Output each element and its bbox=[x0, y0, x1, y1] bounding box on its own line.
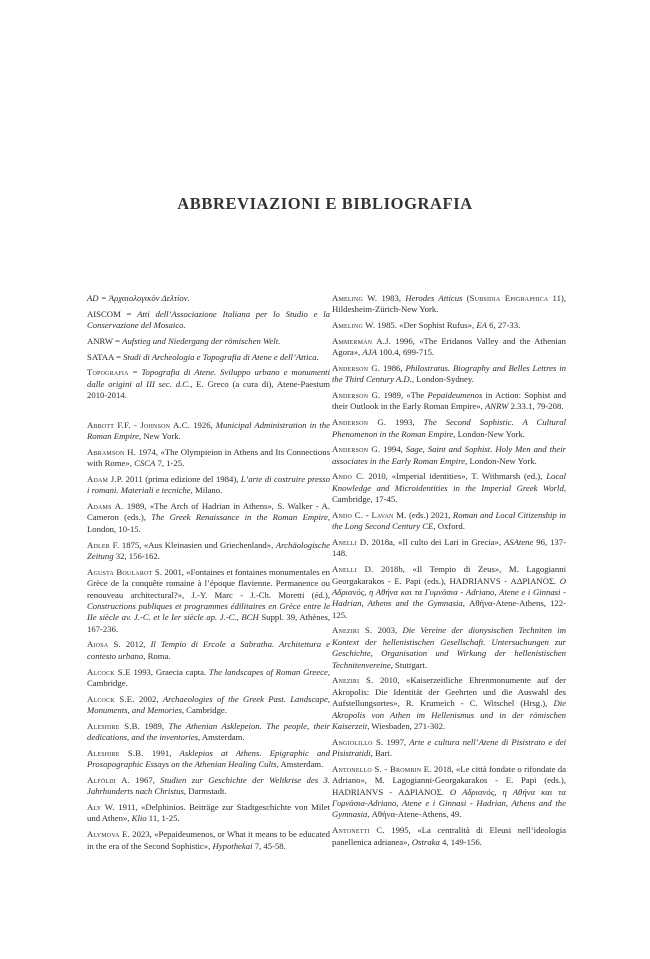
title-text: Sage, Saint and Sophist. Holy Men and their associates in the Early Roman Empire bbox=[332, 444, 567, 466]
entry-text: AISCOM = bbox=[87, 308, 138, 319]
bibliography-entry bbox=[87, 694, 330, 717]
author-name: Ameling W. bbox=[332, 293, 378, 303]
title-text: ASAtene bbox=[503, 536, 534, 547]
author-name: Angiolillo S. bbox=[332, 736, 384, 747]
entry-text: 2002, bbox=[134, 693, 163, 704]
author-name: Anderson G. bbox=[332, 362, 381, 373]
entry-text: 1989, «The bbox=[380, 390, 428, 401]
author-name: Adams A. bbox=[87, 501, 124, 512]
title-text: Aufstieg und Niedergang der römischen Welt. bbox=[122, 335, 281, 346]
title-text: Asklepios at Athens. Epigraphic and Prosopographic Essays on the Athenian Healing Cults bbox=[87, 747, 330, 770]
author-name: Antonetti C. bbox=[332, 825, 385, 836]
bibliography-entry bbox=[332, 471, 566, 505]
entry-text: 2010, «Kaiserzeitliche Ehrenmonumente auf der Akropolis: Die Identität der Geehrten und die Auswahl des Aufstellungsortes», R. Krumeich - C. Witschel (Hrsg.), bbox=[332, 675, 566, 709]
title-text: Die Akropolis von Athen im Hellenismus und in der römischen Kaiserzeit bbox=[332, 698, 566, 731]
author-name: Aneziri S. bbox=[332, 675, 374, 686]
entry-text: 1983, bbox=[377, 293, 406, 303]
entry-text: , London, 10-15. bbox=[87, 512, 331, 534]
bibliography-entry bbox=[87, 639, 330, 662]
entry-text: 1974, «The Olympieion in Athens and Its Connections with Rome», bbox=[87, 446, 330, 469]
title-text: Philostratus. Biography and Belles Lettres in the Third Century A.D. bbox=[332, 362, 566, 385]
entry-text: 1985. «Der Sophist Rufus», bbox=[375, 320, 477, 331]
entry-text: , Stuttgart. bbox=[390, 659, 428, 670]
entry-text: in Action: Sophist and their Outlook in the Early Roman Empire», bbox=[332, 390, 567, 412]
entry-text: , Αθήνα-Atene-Athens, 122-125. bbox=[332, 598, 566, 620]
entry-text: 11), Hildesheim-Zürich-New York. bbox=[332, 293, 566, 315]
entry-text: 1926, bbox=[190, 419, 216, 430]
author-name: Aleshire S.B. bbox=[87, 720, 140, 731]
entry-text: 2012, bbox=[120, 639, 151, 650]
author-name: Ando C. - Lavan M. bbox=[332, 509, 407, 520]
entry-text: 2001, «Fontaines et fontaines monumentales en Grèce de la conquête romaine à l’époque flavienne. Permanence ou renouveau architectural?», J.-Y. Marc - J.-Ch. Moretti (éd.), bbox=[87, 566, 331, 600]
entry-text: 7, 1-25. bbox=[155, 458, 185, 469]
bibliography-entry bbox=[332, 293, 566, 316]
author-name: Anelli D. bbox=[332, 564, 374, 575]
title-text: Local Knowledge and Microidentities in the Imperial Greek World bbox=[332, 471, 566, 493]
author-name: Alymova E. bbox=[87, 829, 131, 840]
author-name: Anderson G. bbox=[332, 390, 381, 401]
title-text: L’arte di costruire presso i romani. Materiali e tecniche bbox=[87, 473, 330, 496]
entry-text: 96, 137-148. bbox=[332, 536, 566, 559]
title-text: Ostraka bbox=[411, 836, 440, 847]
entry-text: , London-New York. bbox=[465, 455, 537, 466]
title-text: Archaeologies of the Greek Past. Landscape, Monuments, and Memories bbox=[87, 693, 331, 716]
bibliography-entry bbox=[87, 501, 330, 535]
bibliography-entry bbox=[87, 802, 330, 825]
entry-text: 1995, «La centralità di Eleusi nell’ideologia panellenica adrianea», bbox=[332, 825, 566, 847]
entry-text: 1989, bbox=[139, 720, 169, 731]
abbreviation-entry bbox=[87, 336, 330, 347]
bibliography-list-left bbox=[87, 420, 330, 852]
entry-text: , London-New York. bbox=[453, 428, 525, 439]
author-name: Antonello S. - Brombin E. bbox=[332, 763, 432, 774]
title-text: Roman and Local Citizenship in the Long Second Century CE bbox=[332, 509, 566, 532]
title-text: Hypothekai bbox=[212, 840, 253, 851]
author-name: Ammerman A.J. bbox=[332, 335, 392, 346]
author-name: Agusta Boularot S. bbox=[87, 566, 163, 577]
entry-text: 2018a, «Il culto dei Lari in Grecia», bbox=[368, 536, 504, 547]
bibliography-entry bbox=[87, 567, 330, 635]
title-text: Herodes Atticus bbox=[405, 293, 463, 303]
title-text: Die Vereine der dionysischen Techniten im Kontext der hellenistischen Gesellschaft. Untersuchungen zur Geschichte, Organisation und Wirkung der hellenistischen Technitenvereine bbox=[332, 625, 566, 670]
entry-text: , Cambridge. bbox=[87, 666, 331, 688]
page-title: ABBREVIAZIONI E BIBLIOGRAFIA bbox=[177, 194, 473, 214]
title-text: The Second Sophistic. A Cultural Phenomenon in the Roman Empire bbox=[332, 417, 566, 439]
title-text: The Athenian Asklepeion. The people, their dedications, and the inventories bbox=[87, 720, 330, 743]
entry-text: 1875, «Aus Kleinasien und Griechenland», bbox=[119, 539, 276, 550]
author-name: Abbott F.F. - Johnson A.C. bbox=[87, 419, 191, 430]
bibliography-entry bbox=[332, 320, 566, 331]
author-name: Abramson H. bbox=[87, 446, 137, 457]
entry-text: , Αθήνα-Atene-Athens, 49. bbox=[367, 809, 462, 820]
title-text: CSCA bbox=[134, 458, 156, 469]
entry-text: , Amsterdam. bbox=[276, 759, 324, 770]
bibliography-entry bbox=[332, 537, 566, 560]
entry-text: , Cambridge. bbox=[181, 705, 227, 716]
entry-text: Suppl. 39, Athènes, 167-236. bbox=[87, 612, 331, 634]
abbreviation-entry bbox=[87, 367, 330, 401]
author-name: Ameling W. bbox=[332, 320, 376, 331]
bibliography-entry bbox=[87, 667, 330, 690]
entry-text: 32, 156-162. bbox=[113, 550, 160, 561]
bibliography-entry bbox=[332, 625, 566, 671]
abbreviations-list bbox=[87, 293, 330, 401]
entry-text: , Wiesbaden, 271-302. bbox=[367, 720, 446, 731]
bibliography-entry bbox=[332, 444, 566, 467]
author-name: Aiosa S. bbox=[87, 639, 121, 650]
author-name: Adam J.P. bbox=[87, 473, 124, 484]
entry-text: , Milano. bbox=[190, 485, 223, 496]
entry-text: 100.4, 699-715. bbox=[376, 347, 435, 358]
bibliography-entry bbox=[332, 336, 566, 359]
title-text: Pepaideumenos bbox=[427, 390, 483, 401]
entry-text: , London-Sydney. bbox=[411, 374, 474, 385]
entry-text: 2023, «Pepaideumenos, or What it means to be educated in the era of the Second Sophistic», bbox=[87, 829, 331, 851]
bibliography-entry bbox=[332, 764, 566, 821]
author-name: Anelli D. bbox=[332, 536, 369, 547]
author-name: Ando C. bbox=[332, 471, 365, 482]
entry-text: 2018b, «Il Tempio di Zeus», M. Lagogianni Georgakarakos - E. Papi (eds.), HADRIANVS - ΑΔΡΙΑΝΟΣ. bbox=[332, 564, 566, 586]
title-text: Ο Αδριανός, η Αθήνα και τα Γυμνάσια - Adriano, Atene e i Ginnasi - Hadrian, Athens and the Gymnasia bbox=[332, 575, 566, 609]
entry-text: 1986, bbox=[380, 362, 406, 373]
entry-text: , bbox=[236, 612, 242, 623]
entry-text: 6, 27-33. bbox=[486, 320, 521, 331]
title-text: Archäologische Zeitung bbox=[87, 539, 330, 561]
entry-text: 2003, bbox=[372, 625, 403, 636]
title-text: BCH bbox=[241, 612, 259, 623]
entry-text: ( bbox=[462, 293, 470, 303]
entry-text: , Amsterdam. bbox=[198, 732, 245, 743]
entry-text: , Oxford. bbox=[433, 521, 465, 532]
entry-text: SATAA = bbox=[87, 351, 124, 362]
author-name: Aleshire S.B. bbox=[87, 747, 144, 758]
entry-text: , New York. bbox=[139, 431, 181, 442]
bibliography-entry bbox=[332, 363, 566, 386]
entry-text: 1989, «The Arch of Hadrian in Athens», S. Walker - A. Cameron (eds.), bbox=[87, 501, 330, 523]
entry-text: 1997, bbox=[383, 736, 410, 747]
entry-text: 1991, bbox=[143, 747, 180, 758]
author-name: Topografia bbox=[87, 367, 129, 378]
entry-text: = bbox=[128, 367, 142, 378]
right-column bbox=[332, 293, 566, 852]
bibliography-entry bbox=[87, 748, 330, 771]
left-column bbox=[87, 293, 330, 856]
bibliography-entry bbox=[332, 390, 566, 413]
entry-text: 11, 1-25. bbox=[146, 813, 180, 824]
entry-text: , Darmstadt. bbox=[183, 786, 227, 797]
bibliography-list-right bbox=[332, 293, 566, 848]
entry-text: (eds.) 2021, bbox=[406, 509, 453, 520]
abbreviation-entry bbox=[87, 309, 330, 332]
entry-text: 1967, bbox=[129, 774, 161, 785]
abbreviation-entry bbox=[87, 293, 330, 304]
bibliography-entry bbox=[87, 721, 330, 744]
title-text: Atti dell’Associazione Italiana per lo Studio e la Conservazione del Mosaico. bbox=[87, 308, 330, 331]
author-name: Alcock S.E. bbox=[87, 693, 135, 704]
title-text: Constructions publiques et programmes édilitaires en Grèce entre le IIe siècle av. J.-C. et le Ier siècle ap. J.-C. bbox=[87, 600, 330, 623]
author-name: Alcock S.E bbox=[87, 666, 131, 677]
entry-text: 1994, bbox=[380, 444, 406, 455]
entry-text: 2010, «Imperial identities», T. Withmarsh (ed.), bbox=[364, 471, 547, 482]
title-text: Studi di Archeologia e Topografia di Atene e dell’Attica. bbox=[123, 351, 319, 362]
entry-text: 1996, «The Eridanos Valley and the Athenian Agora», bbox=[332, 335, 567, 358]
entry-text: 1993, Graecia capta. bbox=[130, 666, 209, 677]
bibliography-entry bbox=[87, 829, 330, 852]
title-text: Studien zur Geschichte der Weltkrise des 3. Jahrhunderts nach Christus bbox=[87, 774, 330, 797]
title-text: Klio bbox=[131, 813, 147, 824]
bibliography-entry bbox=[87, 775, 330, 798]
abbreviation-entry bbox=[87, 352, 330, 363]
title-text: The landscapes of Roman Greece bbox=[208, 666, 328, 677]
title-text: ANRW bbox=[484, 401, 509, 412]
title-text: Il Tempio di Ercole a Sabratha. Architettura e contesto urbano bbox=[87, 639, 330, 661]
bibliography-entry bbox=[87, 447, 330, 470]
title-text: Municipal Administration in the Roman Empire bbox=[87, 419, 330, 442]
bibliography-entry bbox=[332, 737, 566, 760]
author-name: Alföldi A. bbox=[87, 774, 130, 785]
bibliography-entry bbox=[87, 474, 330, 497]
entry-text: , Bari. bbox=[370, 748, 393, 759]
entry-text: ANRW = bbox=[87, 335, 123, 346]
title-text: Arte e cultura nell’Atene di Pisistrato e dei Pisistratidi bbox=[332, 736, 567, 759]
entry-text: 2.33.1, 79-208. bbox=[508, 401, 564, 412]
section-gap bbox=[87, 406, 330, 420]
bibliography-entry bbox=[87, 420, 330, 443]
bibliography-entry bbox=[332, 417, 566, 440]
author-name: Adler F. bbox=[87, 539, 120, 550]
entry-text: 7, 45-58. bbox=[252, 840, 286, 851]
entry-text: 2018, «Le città fondate o rifondate da Adriano», M. Lagogianni-Georgakarakos - E. Papi (eds.), HADRIANVS - ΑΔΡΙΑΝΟΣ. bbox=[332, 763, 566, 797]
entry-text: , Cambridge, 17-45. bbox=[332, 482, 566, 505]
title-text: Ο Αδριανός, η Αθήνα και τα Γυμνάσια-Adriano, Atene e i Ginnasi - Hadrian, Athens and the Gymnasia bbox=[332, 786, 566, 820]
author-name: Anderson G. bbox=[332, 417, 387, 428]
title-text: AD = Ἀρχαιολογικὸν Δελτίον. bbox=[87, 293, 190, 303]
entry-text: 1993, bbox=[386, 417, 424, 428]
entry-text: 2011 (prima edizione del 1984), bbox=[123, 473, 241, 484]
entry-text: , Roma. bbox=[143, 650, 171, 661]
author-name: Aneziri S. bbox=[332, 625, 373, 636]
author-name: Anderson G. bbox=[332, 444, 381, 455]
entry-text: 4, 149-156. bbox=[439, 836, 482, 847]
author-name: Subsidia Epigraphica bbox=[469, 293, 549, 303]
title-text: EA bbox=[476, 320, 487, 331]
title-text: Topografia di Atene. Sviluppo urbano e monumenti dalle origini al III sec. d.C. bbox=[87, 367, 330, 389]
title-text: AJA bbox=[362, 347, 377, 358]
entry-text: 1911, «Delphinios. Beiträge zur Stadtgeschichte von Milet und Athen», bbox=[87, 802, 330, 824]
bibliography-entry bbox=[332, 564, 566, 621]
entry-text: , E. Greco (a cura di), Atene-Paestum 2010-2014. bbox=[87, 378, 330, 401]
bibliography-entry bbox=[332, 510, 566, 533]
bibliography-entry bbox=[87, 540, 330, 563]
bibliography-entry bbox=[332, 825, 566, 848]
bibliography-entry bbox=[332, 675, 566, 732]
author-name: Aly W. bbox=[87, 802, 115, 813]
title-text: The Greek Renaissance in the Roman Empire bbox=[151, 512, 328, 523]
